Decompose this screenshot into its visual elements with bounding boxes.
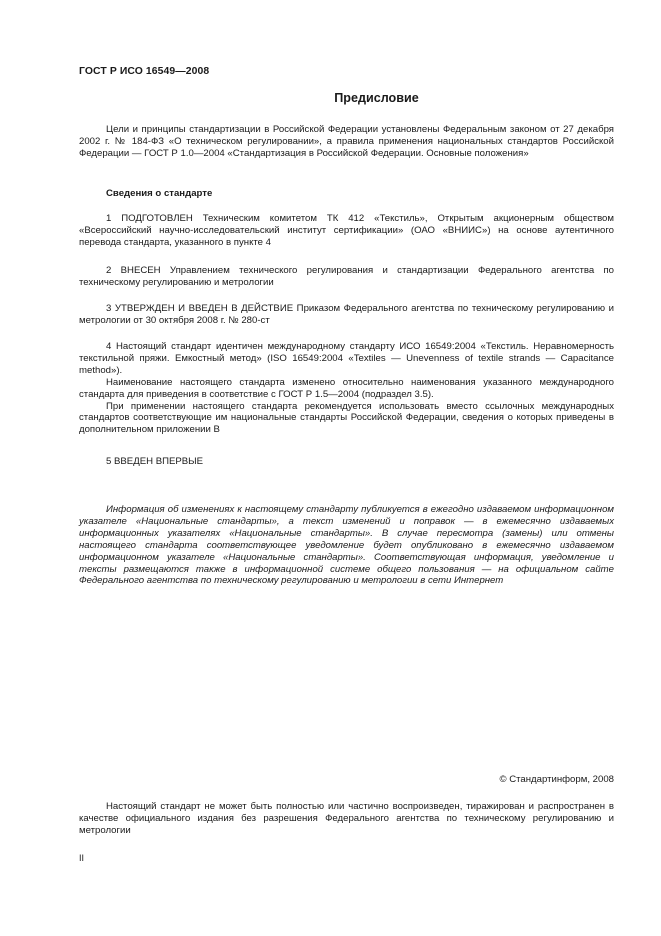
item-5-section bbox=[79, 456, 614, 468]
item-3-paragraph: 3 УТВЕРЖДЕН И ВВЕДЕН В ДЕЙСТВИЕ Приказом Федерального агентства по техническому регулированию и метрологии от 30 октября 2008 г. № 280-ст bbox=[79, 303, 614, 326]
item-1-section bbox=[79, 213, 614, 249]
notice-section bbox=[79, 504, 614, 587]
document-header: ГОСТ Р ИСО 16549—2008 bbox=[79, 66, 210, 77]
info-heading-section bbox=[79, 188, 614, 200]
legal-section bbox=[79, 801, 614, 837]
item-2-section bbox=[79, 265, 614, 289]
item-5-paragraph: 5 ВВЕДЕН ВПЕРВЫЕ bbox=[106, 456, 204, 467]
notice-paragraph: Информация об изменениях к настоящему стандарту публикуется в ежегодно издаваемом информационном указателе «Национальные стандарты», а текст изменений и поправок — в ежемесячно издаваемых информационных указателях «Национальные стандарты». В случае пересмотра (замены) или отмены настоящего стандарта соответствующее уведомление будет опубликовано в ежемесячно издаваемом информационном указателе «Национальные стандарты». Соответствующая информация, уведомление и тексты размещаются также в информационной системе общего пользования — на официальном сайте Федерального агентства по техническому регулированию и метрологии в сети Интернет bbox=[79, 504, 614, 587]
item-4-paragraph-c: При применении настоящего стандарта рекомендуется использовать вместо ссылочных международных стандартов соответствующие им национальные стандарты Российской Федерации, сведения о которых приведены в дополнительном приложении В bbox=[79, 400, 614, 436]
legal-paragraph: Настоящий стандарт не может быть полностью или частично воспроизведен, тиражирован и распространен в качестве официального издания без разрешения Федерального агентства по техническому регулированию и метрологии bbox=[79, 801, 614, 836]
page-number: II bbox=[79, 853, 85, 863]
item-1-paragraph: 1 ПОДГОТОВЛЕН Техническим комитетом ТК 412 «Текстиль», Открытым акционерным обществом «Всероссийский научно-исследовательский институт сертификации» (ОАО «ВНИИС») на основе аутентичного перевода стандарта, указанного в пункте 4 bbox=[79, 213, 614, 248]
item-2-paragraph: 2 ВНЕСЕН Управлением технического регулирования и стандартизации Федерального агентства по техническому регулированию и метрологии bbox=[79, 265, 614, 288]
item-4-paragraph-b: Наименование настоящего стандарта изменено относительно наименования указанного международного стандарта для приведения в соответствие с ГОСТ Р 1.5—2004 (подраздел 3.5). bbox=[79, 376, 614, 400]
intro-paragraph: Цели и принципы стандартизации в Российской Федерации установлены Федеральным законом от 27 декабря 2002 г. № 184-ФЗ «О техническом регулировании», а правила применения национальных стандартов Российской Федерации — ГОСТ Р 1.0—2004 «Стандартизация в Российской Федерации. Основные положения» bbox=[79, 124, 614, 159]
intro-section bbox=[79, 124, 614, 160]
item-4-section bbox=[79, 341, 614, 436]
item-4-paragraph-a: 4 Настоящий стандарт идентичен международному стандарту ИСО 16549:2004 «Текстиль. Неравномерность текстильной пряжи. Емкостный метод» (ISO 16549:2004 «Textiles — Unevenness of textile strands — Capacitance method»). bbox=[79, 341, 614, 376]
item-3-section bbox=[79, 303, 614, 327]
copyright-line: © Стандартинформ, 2008 bbox=[499, 774, 614, 785]
page-title: Предисловие bbox=[334, 91, 419, 105]
info-heading: Сведения о стандарте bbox=[106, 188, 213, 199]
